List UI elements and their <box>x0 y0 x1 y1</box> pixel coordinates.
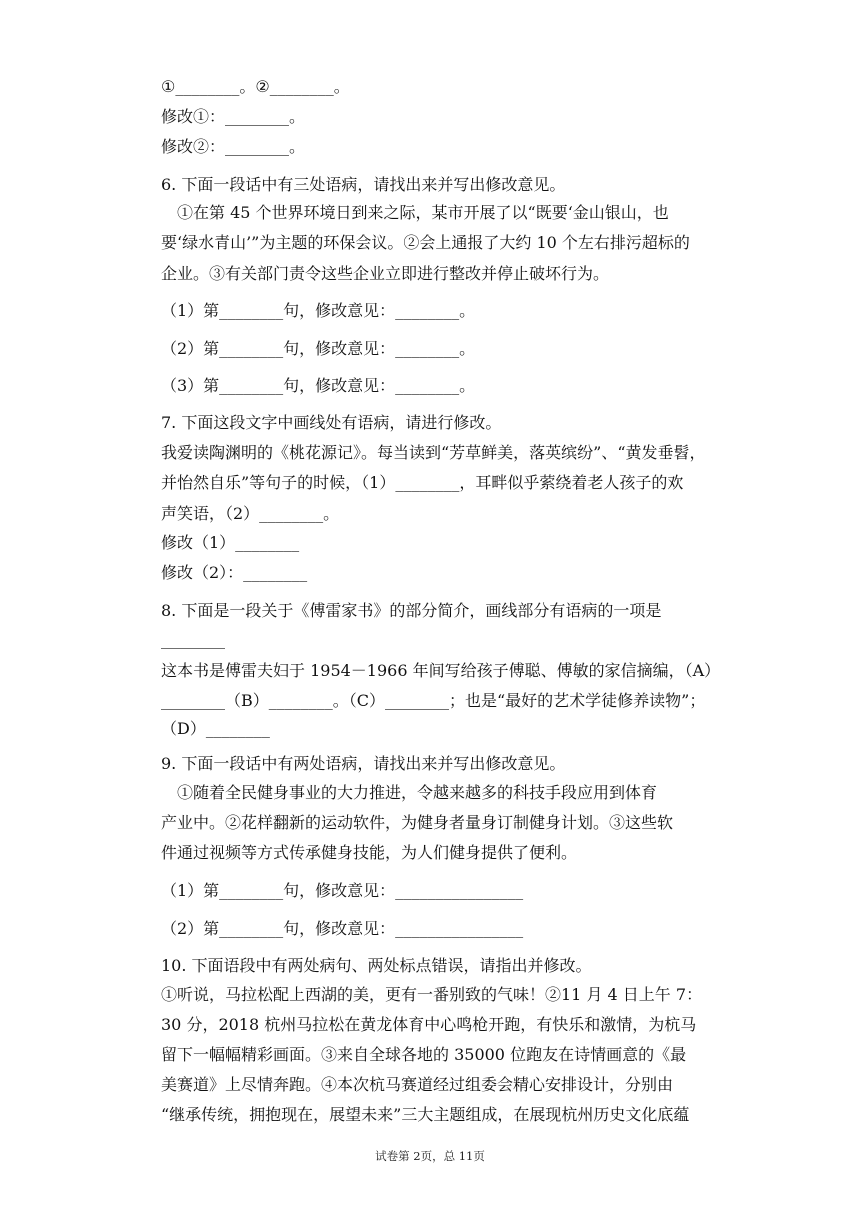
q6-passage-line-1: ①在第 45 个世界环境日到来之际，某市开展了以“既要‘金山银山，也 <box>161 203 669 222</box>
q6-title: 6. 下面一段话中有三处语病，请找出来并写出修改意见。 <box>161 175 566 194</box>
q7-fix-1: 修改（1）________ <box>161 533 300 552</box>
q10-passage-line-5: “继承传统，拥抱现在，展望未来”三大主题组成，在展现杭州历史文化底蕴 <box>161 1105 690 1124</box>
q9-title: 9. 下面一段话中有两处语病，请找出来并写出修改意见。 <box>161 754 566 773</box>
q10-passage-line-2: 30 分，2018 杭州马拉松在黄龙体育中心鸣枪开跑，有快乐和激情，为杭马 <box>161 1015 697 1034</box>
q5-blanks: ①________。②________。 <box>161 77 350 96</box>
q10-passage-line-1: ①听说，马拉松配上西湖的美，更有一番别致的气味！②11 月 4 日上午 7： <box>161 985 703 1004</box>
q7-passage-line-3: 声笑语，（2）________。 <box>161 504 340 523</box>
q7-passage-line-2: 并怡然自乐”等句子的时候，（1）________，耳畔似乎萦绕着老人孩子的欢 <box>161 473 684 492</box>
page-footer: 试卷第 2页，总 11页 <box>375 1149 485 1163</box>
q9-passage-line-1: ①随着全民健身事业的大力推进，令越来越多的科技手段应用到体育 <box>161 783 658 802</box>
q8-passage-line-2: ________（B）________。（C）________；也是“最好的艺术学徒修养读物”； <box>161 691 706 710</box>
q7-fix-2: 修改（2）：________ <box>161 563 308 582</box>
q6-answer-2: （2）第________句，修改意见：________。 <box>161 339 476 358</box>
q7-title: 7. 下面这段文字中画线处有语病，请进行修改。 <box>161 413 502 432</box>
q10-passage-line-3: 留下一幅幅精彩画面。③来自全球各地的 35000 位跑友在诗情画意的《最 <box>161 1045 687 1064</box>
q8-passage-line-1: 这本书是傅雷夫妇于 1954－1966 年间写给孩子傅聪、傅敏的家信摘编，（A） <box>161 661 721 680</box>
q6-passage-line-3: 企业。③有关部门责令这些企业立即进行整改并停止破坏行为。 <box>161 264 610 283</box>
q10-passage-line-4: 美赛道》上尽情奔跑。④本次杭马赛道经过组委会精心安排设计，分别由 <box>161 1075 674 1094</box>
q6-passage-line-2: 要‘绿水青山’”为主题的环保会议。②会上通报了大约 10 个左右排污超标的 <box>161 233 690 252</box>
q6-answer-3: （3）第________句，修改意见：________。 <box>161 376 476 395</box>
q9-passage-line-2: 产业中。②花样翻新的运动软件，为健身者量身订制健身计划。③这些软 <box>161 813 674 832</box>
q8-passage-line-3: （D）________ <box>161 719 270 738</box>
q5-fix-2: 修改②：________。 <box>161 137 306 156</box>
q7-passage-line-1: 我爱读陶渊明的《桃花源记》。每当读到“芳草鲜美，落英缤纷”、“黄发垂髫， <box>161 443 706 462</box>
q10-title: 10. 下面语段中有两处病句、两处标点错误，请指出并修改。 <box>161 956 592 975</box>
q9-answer-2: （2）第________句，修改意见：________________ <box>161 919 524 938</box>
q8-title: 8. 下面是一段关于《傅雷家书》的部分简介，画线部分有语病的一项是 <box>161 601 662 620</box>
q9-passage-line-3: 件通过视频等方式传承健身技能，为人们健身提供了便利。 <box>161 843 578 862</box>
q5-fix-1: 修改①：________。 <box>161 107 306 126</box>
q6-answer-1: （1）第________句，修改意见：________。 <box>161 301 476 320</box>
q9-answer-1: （1）第________句，修改意见：________________ <box>161 881 524 900</box>
q8-answer-blank: ________ <box>161 630 225 649</box>
